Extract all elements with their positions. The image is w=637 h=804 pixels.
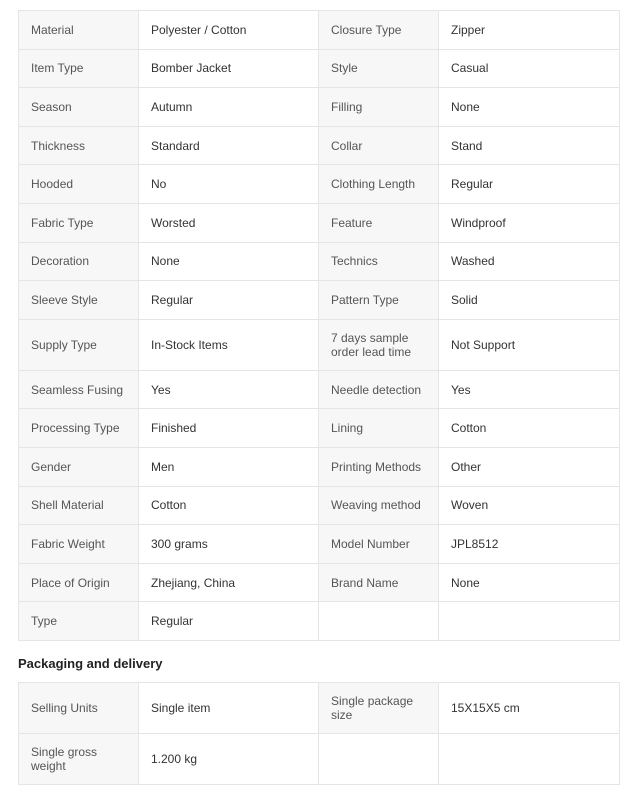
attribute-label: Decoration xyxy=(19,242,139,281)
attribute-label: 7 days sample order lead time xyxy=(319,319,439,370)
attribute-label: Lining xyxy=(319,409,439,448)
section-title-packaging: Packaging and delivery xyxy=(18,656,163,671)
attribute-label: Type xyxy=(19,602,139,641)
attribute-label: Closure Type xyxy=(319,11,439,50)
attribute-label: Hooded xyxy=(19,165,139,204)
table-row xyxy=(19,11,620,50)
attribute-value: Yes xyxy=(439,370,620,409)
table-row xyxy=(19,242,620,281)
attribute-label: Shell Material xyxy=(19,486,139,525)
attribute-value: In-Stock Items xyxy=(139,319,319,370)
table-row xyxy=(19,165,620,204)
table-row xyxy=(19,447,620,486)
attribute-value: Standard xyxy=(139,126,319,165)
attributes-table xyxy=(18,10,620,641)
attribute-label: Processing Type xyxy=(19,409,139,448)
attribute-value: Other xyxy=(439,447,620,486)
table-row xyxy=(19,409,620,448)
attribute-value: JPL8512 xyxy=(439,525,620,564)
attribute-label: Single package size xyxy=(319,683,439,734)
attribute-value: Stand xyxy=(439,126,620,165)
table-row xyxy=(19,281,620,320)
table-row xyxy=(19,602,620,641)
attribute-value: Casual xyxy=(439,49,620,88)
attribute-value: Washed xyxy=(439,242,620,281)
attribute-label: Season xyxy=(19,88,139,127)
attribute-value: None xyxy=(439,563,620,602)
attribute-label: Feature xyxy=(319,203,439,242)
attribute-label: Single gross weight xyxy=(19,734,139,785)
attribute-value: Single item xyxy=(139,683,319,734)
packaging-table xyxy=(18,682,620,785)
attribute-label: Item Type xyxy=(19,49,139,88)
table-row xyxy=(19,126,620,165)
attribute-value: Cotton xyxy=(139,486,319,525)
attribute-label: Selling Units xyxy=(19,683,139,734)
attribute-label: Needle detection xyxy=(319,370,439,409)
attribute-label: Pattern Type xyxy=(319,281,439,320)
attribute-label: Fabric Weight xyxy=(19,525,139,564)
table-row xyxy=(19,525,620,564)
attribute-label: Weaving method xyxy=(319,486,439,525)
attribute-label: Sleeve Style xyxy=(19,281,139,320)
attribute-label: Thickness xyxy=(19,126,139,165)
attribute-label: Supply Type xyxy=(19,319,139,370)
attribute-value: Polyester / Cotton xyxy=(139,11,319,50)
attribute-label: Place of Origin xyxy=(19,563,139,602)
table-row xyxy=(19,734,620,785)
attribute-value: 300 grams xyxy=(139,525,319,564)
table-row xyxy=(19,683,620,734)
table-row xyxy=(19,203,620,242)
attribute-value: Yes xyxy=(139,370,319,409)
attribute-value: Zhejiang, China xyxy=(139,563,319,602)
attribute-label: Fabric Type xyxy=(19,203,139,242)
attribute-value: Regular xyxy=(139,281,319,320)
attribute-value: Solid xyxy=(439,281,620,320)
attribute-label: Collar xyxy=(319,126,439,165)
attribute-label: Clothing Length xyxy=(319,165,439,204)
empty-cell xyxy=(319,734,439,785)
attribute-value: Autumn xyxy=(139,88,319,127)
attribute-label: Material xyxy=(19,11,139,50)
attribute-value: Woven xyxy=(439,486,620,525)
table-row xyxy=(19,88,620,127)
table-row xyxy=(19,486,620,525)
attribute-label: Technics xyxy=(319,242,439,281)
attribute-label: Printing Methods xyxy=(319,447,439,486)
attribute-label: Seamless Fusing xyxy=(19,370,139,409)
attribute-value: None xyxy=(439,88,620,127)
attribute-value: Zipper xyxy=(439,11,620,50)
attribute-value: Bomber Jacket xyxy=(139,49,319,88)
attribute-value: 1.200 kg xyxy=(139,734,319,785)
attribute-value: 15X15X5 cm xyxy=(439,683,620,734)
attribute-value: Not Support xyxy=(439,319,620,370)
attribute-label: Brand Name xyxy=(319,563,439,602)
table-row xyxy=(19,563,620,602)
table-row xyxy=(19,319,620,370)
table-row xyxy=(19,49,620,88)
attribute-value: Regular xyxy=(139,602,319,641)
attribute-value: Worsted xyxy=(139,203,319,242)
empty-cell xyxy=(319,602,439,641)
attribute-label: Style xyxy=(319,49,439,88)
attribute-label: Filling xyxy=(319,88,439,127)
attribute-value: Cotton xyxy=(439,409,620,448)
table-row xyxy=(19,370,620,409)
empty-cell xyxy=(439,734,620,785)
attribute-value: None xyxy=(139,242,319,281)
empty-cell xyxy=(439,602,620,641)
attribute-label: Model Number xyxy=(319,525,439,564)
attribute-value: Regular xyxy=(439,165,620,204)
attribute-value: No xyxy=(139,165,319,204)
attribute-value: Finished xyxy=(139,409,319,448)
attribute-label: Gender xyxy=(19,447,139,486)
attribute-value: Windproof xyxy=(439,203,620,242)
attribute-value: Men xyxy=(139,447,319,486)
